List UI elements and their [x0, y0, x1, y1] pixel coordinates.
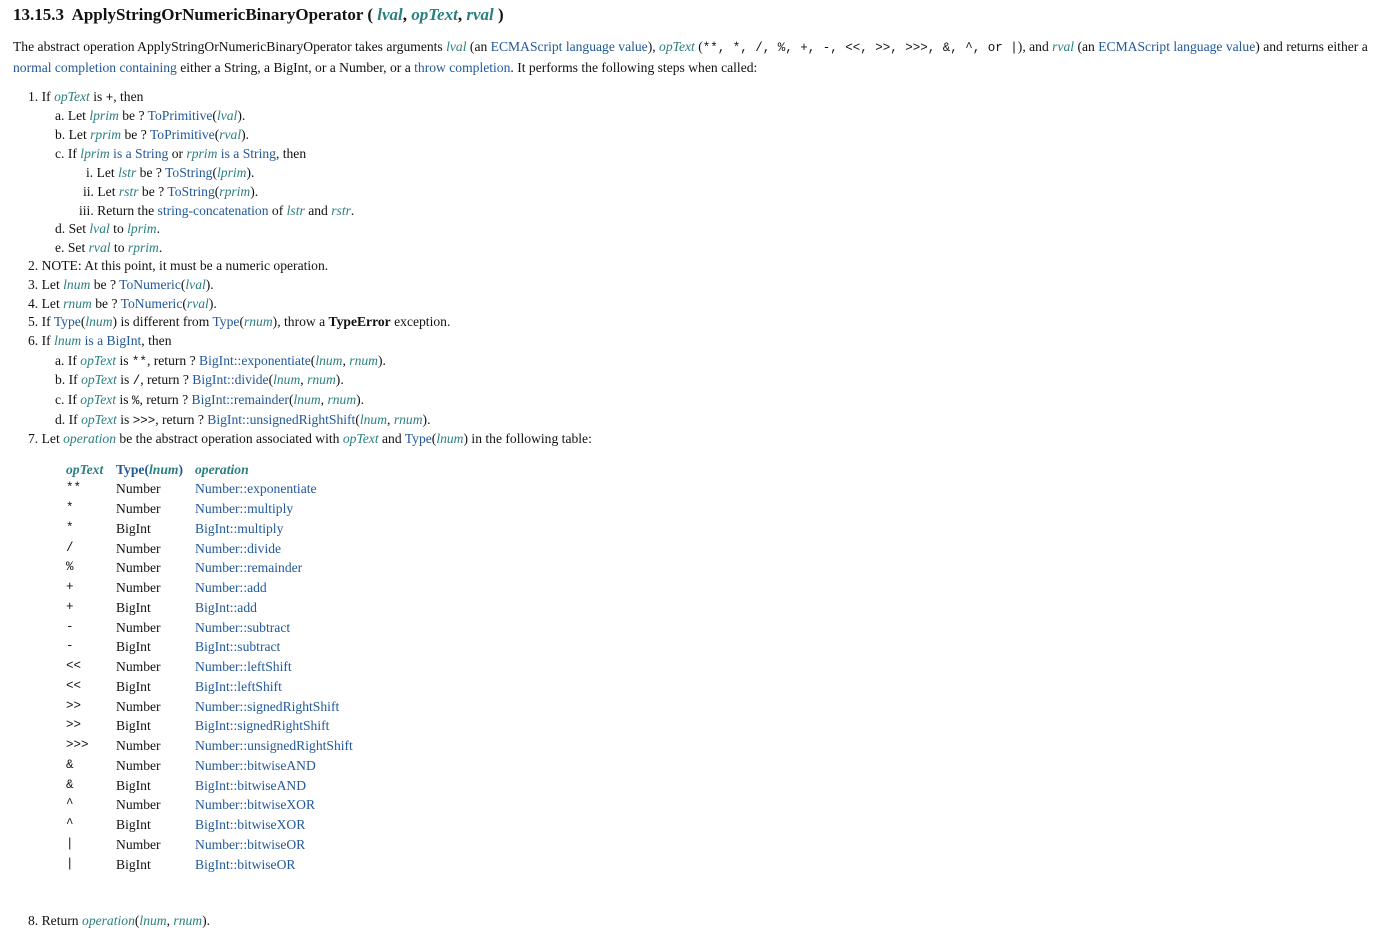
operation-link[interactable]: BigInt::bitwiseXOR [195, 817, 306, 833]
header-operation: operation [195, 461, 249, 477]
cell-optext: | [66, 836, 74, 851]
var-rprim[interactable]: rprim [219, 184, 251, 199]
cell-operation [189, 696, 359, 716]
link-ecmascript-language-value[interactable]: ECMAScript language value [1098, 39, 1256, 54]
operation-link[interactable]: BigInt::add [195, 599, 257, 615]
var-optext[interactable]: opText [659, 39, 695, 54]
link-normal-completion[interactable]: normal completion containing [13, 60, 177, 75]
table-row [60, 815, 359, 835]
link-tonumeric[interactable]: ToNumeric [119, 277, 181, 292]
table-row [60, 756, 359, 776]
var-rnum[interactable]: rnum [63, 296, 92, 311]
table-row [60, 519, 359, 539]
cell-type: BigInt [116, 718, 151, 734]
table-row [60, 657, 359, 677]
step-6c: c. If opText is %, return ? BigInt::remainder(lnum, rnum). [55, 392, 365, 408]
cell-optext: + [66, 580, 74, 595]
operation-link[interactable]: Number::subtract [195, 619, 291, 635]
cell-type: BigInt [116, 678, 151, 694]
var-optext[interactable]: opText [80, 353, 117, 368]
table-header-row [60, 459, 359, 479]
cell-operation [189, 756, 359, 776]
var-operation[interactable]: operation [82, 913, 135, 928]
cell-operation [189, 657, 359, 677]
cell-optext: >>> [66, 738, 89, 753]
table-row [60, 736, 359, 756]
cell-type: Number [116, 619, 161, 635]
cell-operation [189, 558, 359, 578]
link-is-a-bigint[interactable]: is a BigInt [81, 333, 142, 348]
var-lnum[interactable]: lnum [359, 412, 388, 427]
var-lval[interactable]: lval [216, 108, 238, 123]
var-rprim[interactable]: rprim [186, 146, 218, 161]
var-rval[interactable]: rval [88, 240, 111, 255]
table-row [60, 558, 359, 578]
table-row [60, 677, 359, 697]
cell-optext: ^ [66, 817, 74, 832]
var-lprim[interactable]: lprim [127, 221, 157, 236]
operation-link[interactable]: Number::bitwiseAND [195, 757, 316, 773]
param-lval[interactable]: lval [377, 5, 403, 24]
link-throw-completion[interactable]: throw completion [414, 60, 511, 75]
cell-operation [189, 835, 359, 855]
cell-operation [189, 538, 359, 558]
operation-link[interactable]: BigInt::signedRightShift [195, 718, 330, 734]
cell-type: Number [116, 560, 161, 576]
param-rval[interactable]: rval [466, 5, 494, 24]
cell-type: BigInt [116, 856, 151, 872]
cell-optext: & [66, 757, 74, 772]
operation-link[interactable]: BigInt::subtract [195, 639, 281, 655]
table-row [60, 637, 359, 657]
operation-name: ApplyStringOrNumericBinaryOperator [71, 5, 364, 24]
var-lstr[interactable]: lstr [118, 165, 137, 180]
var-optext[interactable]: opText [80, 392, 117, 407]
var-lnum[interactable]: lnum [436, 431, 464, 446]
step-4: 4. Let rnum be ? ToNumeric(rval). [28, 296, 217, 311]
cell-operation [189, 519, 359, 539]
header-optext: opText [66, 461, 104, 477]
cell-type: Number [116, 836, 161, 852]
table-row [60, 598, 359, 618]
step-1e: e. Set rval to rprim. [55, 240, 163, 255]
operation-table [60, 459, 359, 874]
cell-optext: & [66, 777, 74, 792]
typeerror-label: TypeError [328, 314, 391, 329]
var-lprim[interactable]: lprim [89, 108, 119, 123]
cell-type: Number [116, 540, 161, 556]
table-row [60, 538, 359, 558]
cell-type: Number [116, 659, 161, 675]
cell-operation [189, 499, 359, 519]
table-row [60, 479, 359, 499]
cell-type: Number [116, 501, 161, 517]
cell-type: Number [116, 481, 161, 497]
var-rnum[interactable]: rnum [393, 412, 423, 427]
table-row [60, 854, 359, 874]
var-rnum[interactable]: rnum [349, 353, 378, 368]
cell-optext: * [66, 520, 74, 535]
step-7: 7. Let operation be the abstract operation associated with opText and Type(lnum) in the following table: [28, 431, 592, 446]
operation-link[interactable]: Number::bitwiseOR [195, 836, 306, 852]
cell-optext: ** [66, 481, 82, 496]
cell-type: Number [116, 698, 161, 714]
var-optext[interactable]: opText [81, 372, 117, 387]
cell-type: Number [116, 580, 161, 596]
var-lnum[interactable]: lnum [54, 333, 82, 348]
step-6d: d. If opText is >>>, return ? BigInt::unsignedRightShift(lnum, rnum). [55, 412, 431, 428]
cell-optext: ^ [66, 797, 74, 812]
step-1c-i: i. Let lstr be ? ToString(lprim). [86, 165, 255, 180]
intro-paragraph: The abstract operation ApplyStringOrNumericBinaryOperator takes arguments lval (an ECMAScript language value), opText (**, *, /, %, +, -, <<, >>, >>>, &, ^, or |), and rval (an ECMAScript language value) and returns either a normal completion containing either a String, a BigInt, or a Number, or a throw completion. It performs the following steps when called: [13, 39, 1368, 75]
step-5: 5. If Type(lnum) is different from Type(rnum), throw a TypeError exception. [28, 314, 451, 329]
operation-link[interactable]: BigInt::multiply [195, 520, 284, 536]
cell-type: BigInt [116, 520, 151, 536]
operation-link[interactable]: Number::add [195, 580, 267, 596]
cell-optext: * [66, 501, 74, 516]
var-rnum[interactable]: rnum [243, 314, 273, 329]
operator-list: **, *, /, %, +, -, <<, >>, >>>, &, ^, or | [702, 41, 1018, 55]
cell-type: Number [116, 797, 161, 813]
var-lnum[interactable]: lnum [315, 353, 343, 368]
link-tostring[interactable]: ToString [167, 184, 215, 199]
step-1: 1. If opText is +, then [28, 89, 144, 105]
cell-operation [189, 637, 359, 657]
link-bigint-divide[interactable]: BigInt::divide [192, 372, 269, 387]
cell-type: BigInt [116, 639, 151, 655]
var-rprim[interactable]: rprim [127, 240, 159, 255]
cell-optext: << [66, 678, 82, 693]
var-optext[interactable]: opText [81, 412, 117, 427]
step-8: 8. Return operation(lnum, rnum). [28, 913, 211, 928]
cell-optext: + [66, 599, 74, 614]
cell-type: BigInt [116, 777, 151, 793]
cell-type: BigInt [116, 817, 151, 833]
var-lprim[interactable]: lprim [217, 165, 247, 180]
cell-type: Number [116, 738, 161, 754]
var-lnum[interactable]: lnum [293, 392, 321, 407]
link-bigint-exponentiate[interactable]: BigInt::exponentiate [199, 353, 311, 368]
var-rval[interactable]: rval [1052, 39, 1075, 54]
cell-type: BigInt [116, 599, 151, 615]
cell-operation [189, 815, 359, 835]
operation-link[interactable]: BigInt::bitwiseAND [195, 777, 307, 793]
operation-link[interactable]: BigInt::bitwiseOR [195, 856, 296, 872]
link-type[interactable]: Type [404, 431, 432, 446]
var-lval[interactable]: lval [446, 39, 467, 54]
link-type[interactable]: Type [212, 314, 240, 329]
var-rprim[interactable]: rprim [90, 127, 122, 142]
table-row [60, 578, 359, 598]
var-optext[interactable]: opText [342, 431, 379, 446]
cell-optext: << [66, 659, 82, 674]
header-type: Type(lnum) [116, 461, 183, 477]
cell-optext: / [66, 540, 74, 555]
step-1c-iii: iii. Return the string-concatenation of lstr and rstr. [79, 203, 355, 218]
operation-link[interactable]: Number::unsignedRightShift [195, 738, 353, 754]
table-row [60, 835, 359, 855]
var-lnum[interactable]: lnum [139, 913, 167, 928]
cell-operation [189, 775, 359, 795]
link-is-a-string[interactable]: is a String [217, 146, 276, 161]
step-1d: d. Set lval to lprim. [55, 221, 161, 236]
var-rval[interactable]: rval [219, 127, 242, 142]
step-1c-ii: ii. Let rstr be ? ToString(rprim). [83, 184, 259, 199]
cell-operation [189, 854, 359, 874]
link-ecmascript-language-value[interactable]: ECMAScript language value [490, 39, 648, 54]
table-row [60, 716, 359, 736]
var-rnum[interactable]: rnum [307, 372, 336, 387]
step-6b: b. If opText is /, return ? BigInt::divide(lnum, rnum). [55, 372, 344, 388]
step-1c: c. If lprim is a String or rprim is a String, then [55, 146, 307, 161]
table-row [60, 696, 359, 716]
cell-operation [189, 736, 359, 756]
link-tonumeric[interactable]: ToNumeric [120, 296, 183, 311]
cell-optext: % [66, 560, 74, 575]
link-type[interactable]: Type [53, 314, 81, 329]
operation-link[interactable]: Number::exponentiate [195, 481, 317, 497]
operation-link[interactable]: Number::divide [195, 540, 282, 556]
table-row [60, 499, 359, 519]
operation-link[interactable]: Number::remainder [195, 560, 303, 576]
cell-type: Number [116, 757, 161, 773]
table-row [60, 617, 359, 637]
operation-link[interactable]: Number::signedRightShift [195, 698, 340, 714]
cell-operation [189, 677, 359, 697]
section-heading: 13.15.3 ApplyStringOrNumericBinaryOperator ( lval, opText, rval ) [13, 5, 504, 24]
step-1b: b. Let rprim be ? ToPrimitive(rval). [55, 127, 250, 142]
var-rval[interactable]: rval [186, 296, 209, 311]
link-toprimitive[interactable]: ToPrimitive [147, 108, 213, 123]
cell-optext: >> [66, 698, 82, 713]
var-lprim[interactable]: lprim [80, 146, 110, 161]
link-bigint-unsignedrightshift[interactable]: BigInt::unsignedRightShift [207, 412, 356, 427]
cell-optext: | [66, 856, 74, 871]
var-rstr[interactable]: rstr [331, 203, 351, 218]
var-rnum[interactable]: rnum [173, 913, 203, 928]
cell-optext: >> [66, 718, 82, 733]
cell-optext: - [66, 619, 74, 634]
cell-operation [189, 578, 359, 598]
link-string-concatenation[interactable]: string-concatenation [157, 203, 269, 218]
step-3: 3. Let lnum be ? ToNumeric(lval). [28, 277, 214, 292]
var-lstr[interactable]: lstr [286, 203, 305, 218]
section-number: 13.15.3 [13, 5, 64, 24]
cell-operation [189, 795, 359, 815]
var-lnum[interactable]: lnum [85, 314, 113, 329]
var-optext[interactable]: opText [54, 89, 90, 104]
operation-link[interactable]: Number::bitwiseXOR [195, 797, 316, 813]
cell-operation [189, 617, 359, 637]
link-toprimitive[interactable]: ToPrimitive [149, 127, 215, 142]
cell-operation [189, 716, 359, 736]
link-is-a-string[interactable]: is a String [109, 146, 169, 161]
var-lval[interactable]: lval [89, 221, 110, 236]
var-lnum[interactable]: lnum [273, 372, 301, 387]
step-6: 6. If lnum is a BigInt, then [28, 333, 172, 348]
cell-operation [189, 479, 359, 499]
step-2: 2. NOTE: At this point, it must be a numeric operation. [28, 258, 329, 273]
operation-link[interactable]: BigInt::leftShift [195, 678, 282, 694]
var-lval[interactable]: lval [185, 277, 206, 292]
table-row [60, 795, 359, 815]
var-lnum[interactable]: lnum [63, 277, 91, 292]
cell-optext: - [66, 639, 74, 654]
operation-link[interactable]: Number::multiply [195, 501, 294, 517]
var-rstr[interactable]: rstr [118, 184, 139, 199]
table-body [60, 479, 359, 874]
var-operation[interactable]: operation [63, 431, 116, 446]
cell-operation [189, 598, 359, 618]
link-tostring[interactable]: ToString [165, 165, 213, 180]
table-row [60, 775, 359, 795]
step-6a: a. If opText is **, return ? BigInt::exponentiate(lnum, rnum). [55, 353, 386, 369]
operation-link[interactable]: Number::leftShift [195, 659, 292, 675]
step-1a: a. Let lprim be ? ToPrimitive(lval). [55, 108, 246, 123]
var-rnum[interactable]: rnum [327, 392, 357, 407]
link-bigint-remainder[interactable]: BigInt::remainder [191, 392, 289, 407]
param-optext[interactable]: opText [411, 5, 458, 24]
